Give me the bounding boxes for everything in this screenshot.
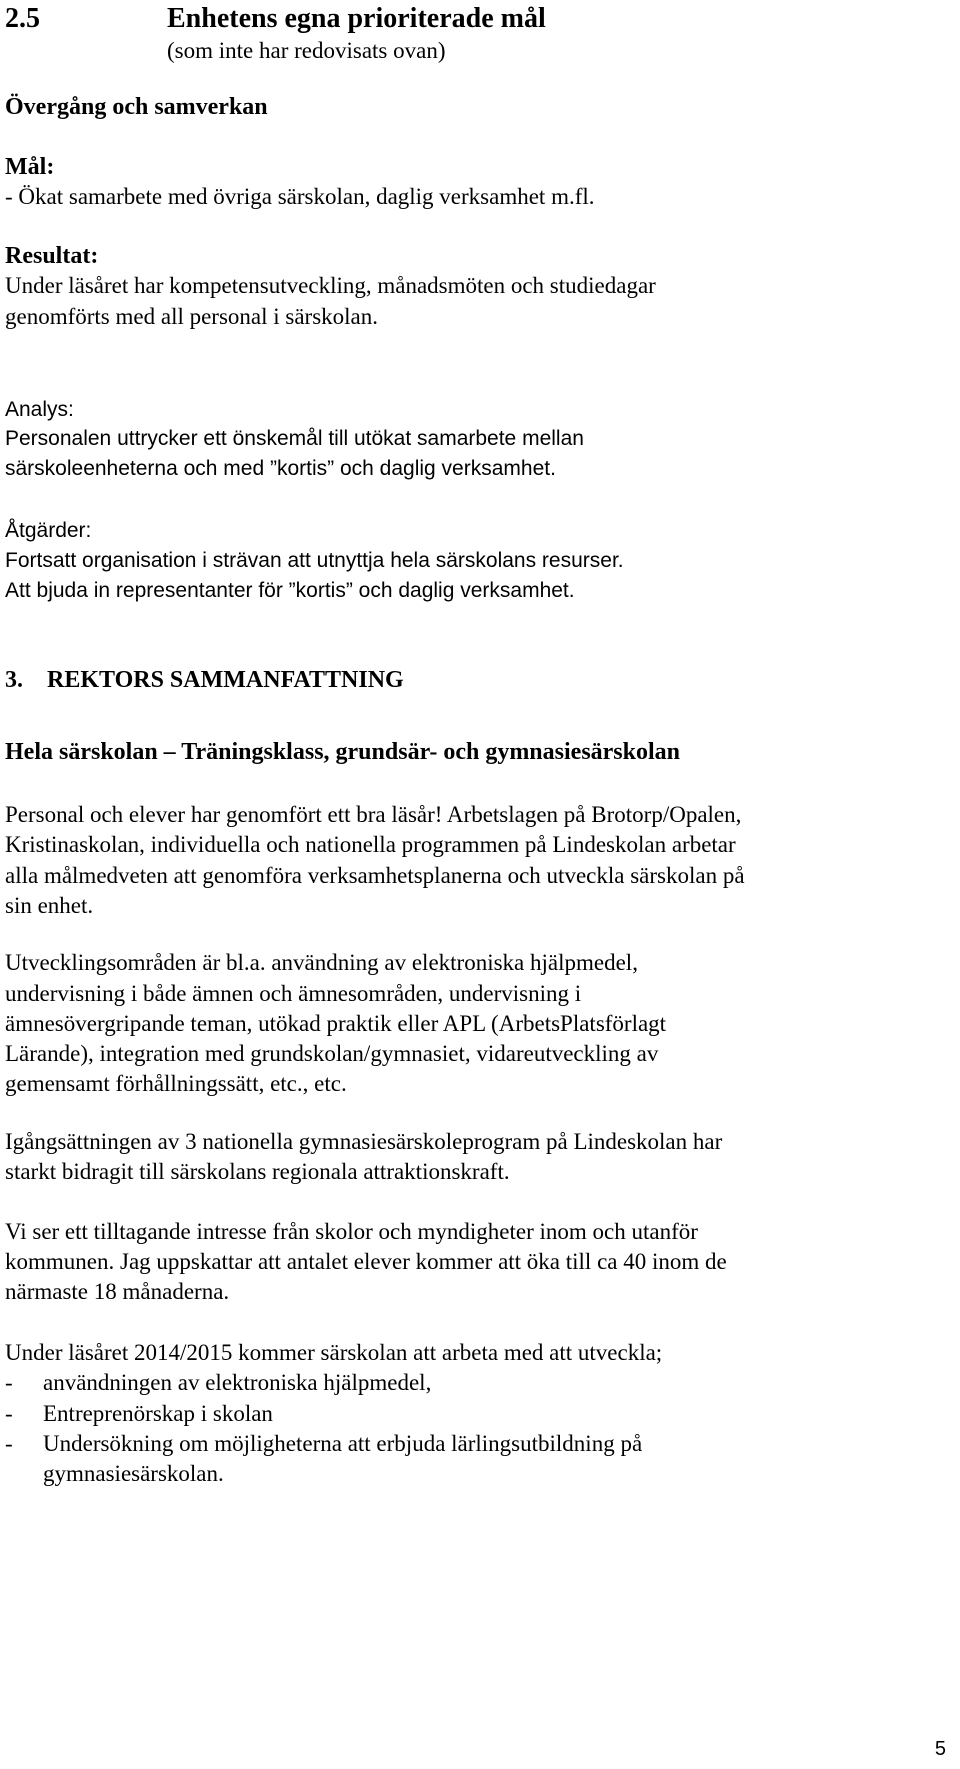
mal-label: Mål: bbox=[5, 154, 55, 180]
section-3-heading: 3. REKTORS SAMMANFATTNING bbox=[5, 667, 404, 693]
list-item-text: Entreprenörskap i skolan bbox=[43, 1401, 273, 1426]
list-dash: - bbox=[5, 1431, 13, 1456]
list-item-text: Undersökning om möjligheterna att erbjuda lärlingsutbildning på bbox=[43, 1431, 643, 1456]
paragraph-1-line-2: Kristinaskolan, individuella och nationella programmen på Lindeskolan arbetar bbox=[5, 832, 736, 857]
paragraph-4-line-2: kommunen. Jag uppskattar att antalet elever kommer att öka till ca 40 inom de bbox=[5, 1249, 727, 1274]
list-item-text-continued: gymnasiesärskolan. bbox=[43, 1461, 224, 1486]
paragraph-2-line-3: ämnesövergripande teman, utökad praktik eller APL (ArbetsPlatsförlagt bbox=[5, 1011, 667, 1036]
section-2-5-header bbox=[5, 2, 955, 72]
paragraph-2-line-4: Lärande), integration med grundskolan/gymnasiet, vidareutveckling av bbox=[5, 1041, 659, 1066]
section-subtitle: (som inte har redovisats ovan) bbox=[167, 38, 446, 63]
paragraph-4-line-1: Vi ser ett tilltagande intresse från skolor och myndigheter inom och utanför bbox=[5, 1219, 698, 1244]
paragraph-2-line-1: Utvecklingsområden är bl.a. användning av elektroniska hjälpmedel, bbox=[5, 950, 638, 975]
list-item-text: användningen av elektroniska hjälpmedel, bbox=[43, 1370, 432, 1395]
resultat-line-2: genomförts med all personal i särskolan. bbox=[5, 304, 379, 329]
paragraph-3-line-2: starkt bidragit till särskolans regionala attraktionskraft. bbox=[5, 1159, 510, 1184]
paragraph-1-line-3: alla målmedveten att genomföra verksamhetsplanerna och utveckla särskolan på bbox=[5, 863, 745, 888]
section-3-subheading: Hela särskolan – Träningsklass, grundsär- och gymnasiesärskolan bbox=[5, 739, 681, 765]
list-item bbox=[5, 1368, 955, 1398]
atgarder-line-1: Fortsatt organisation i strävan att utnyttja hela särskolans resurser. bbox=[5, 549, 624, 572]
paragraph-2-line-2: undervisning i både ämnen och ämnesområden, undervisning i bbox=[5, 981, 582, 1006]
resultat-label: Resultat: bbox=[5, 243, 99, 269]
list-dash: - bbox=[5, 1401, 13, 1426]
analys-line-1: Personalen uttrycker ett önskemål till utökat samarbete mellan bbox=[5, 427, 584, 450]
analys-label: Analys: bbox=[5, 398, 74, 421]
list-dash: - bbox=[5, 1370, 13, 1395]
list-item bbox=[5, 1399, 955, 1429]
development-list bbox=[5, 1368, 955, 1498]
atgarder-label: Åtgärder: bbox=[5, 519, 92, 542]
paragraph-1-line-4: sin enhet. bbox=[5, 893, 94, 918]
section-number: 2.5 bbox=[5, 3, 40, 34]
list-item bbox=[5, 1429, 955, 1491]
mal-text: - Ökat samarbete med övriga särskolan, daglig verksamhet m.fl. bbox=[5, 184, 595, 209]
paragraph-5-intro: Under läsåret 2014/2015 kommer särskolan att arbeta med att utveckla; bbox=[5, 1340, 663, 1365]
page-number: 5 bbox=[934, 1738, 946, 1760]
paragraph-3-line-1: Igångsättningen av 3 nationella gymnasiesärskoleprogram på Lindeskolan har bbox=[5, 1129, 723, 1154]
resultat-line-1: Under läsåret har kompetensutveckling, månadsmöten och studiedagar bbox=[5, 273, 656, 298]
paragraph-2-line-5: gemensamt förhållningssätt, etc., etc. bbox=[5, 1071, 347, 1096]
paragraph-4-line-3: närmaste 18 månaderna. bbox=[5, 1279, 230, 1304]
section-title: Enhetens egna prioriterade mål bbox=[167, 3, 546, 34]
overgang-heading: Övergång och samverkan bbox=[5, 94, 268, 120]
paragraph-1-line-1: Personal och elever har genomfört ett bra läsår! Arbetslagen på Brotorp/Opalen, bbox=[5, 802, 742, 827]
atgarder-line-2: Att bjuda in representanter för ”kortis” och daglig verksamhet. bbox=[5, 579, 575, 602]
analys-line-2: särskoleenheterna och med ”kortis” och daglig verksamhet. bbox=[5, 457, 556, 480]
